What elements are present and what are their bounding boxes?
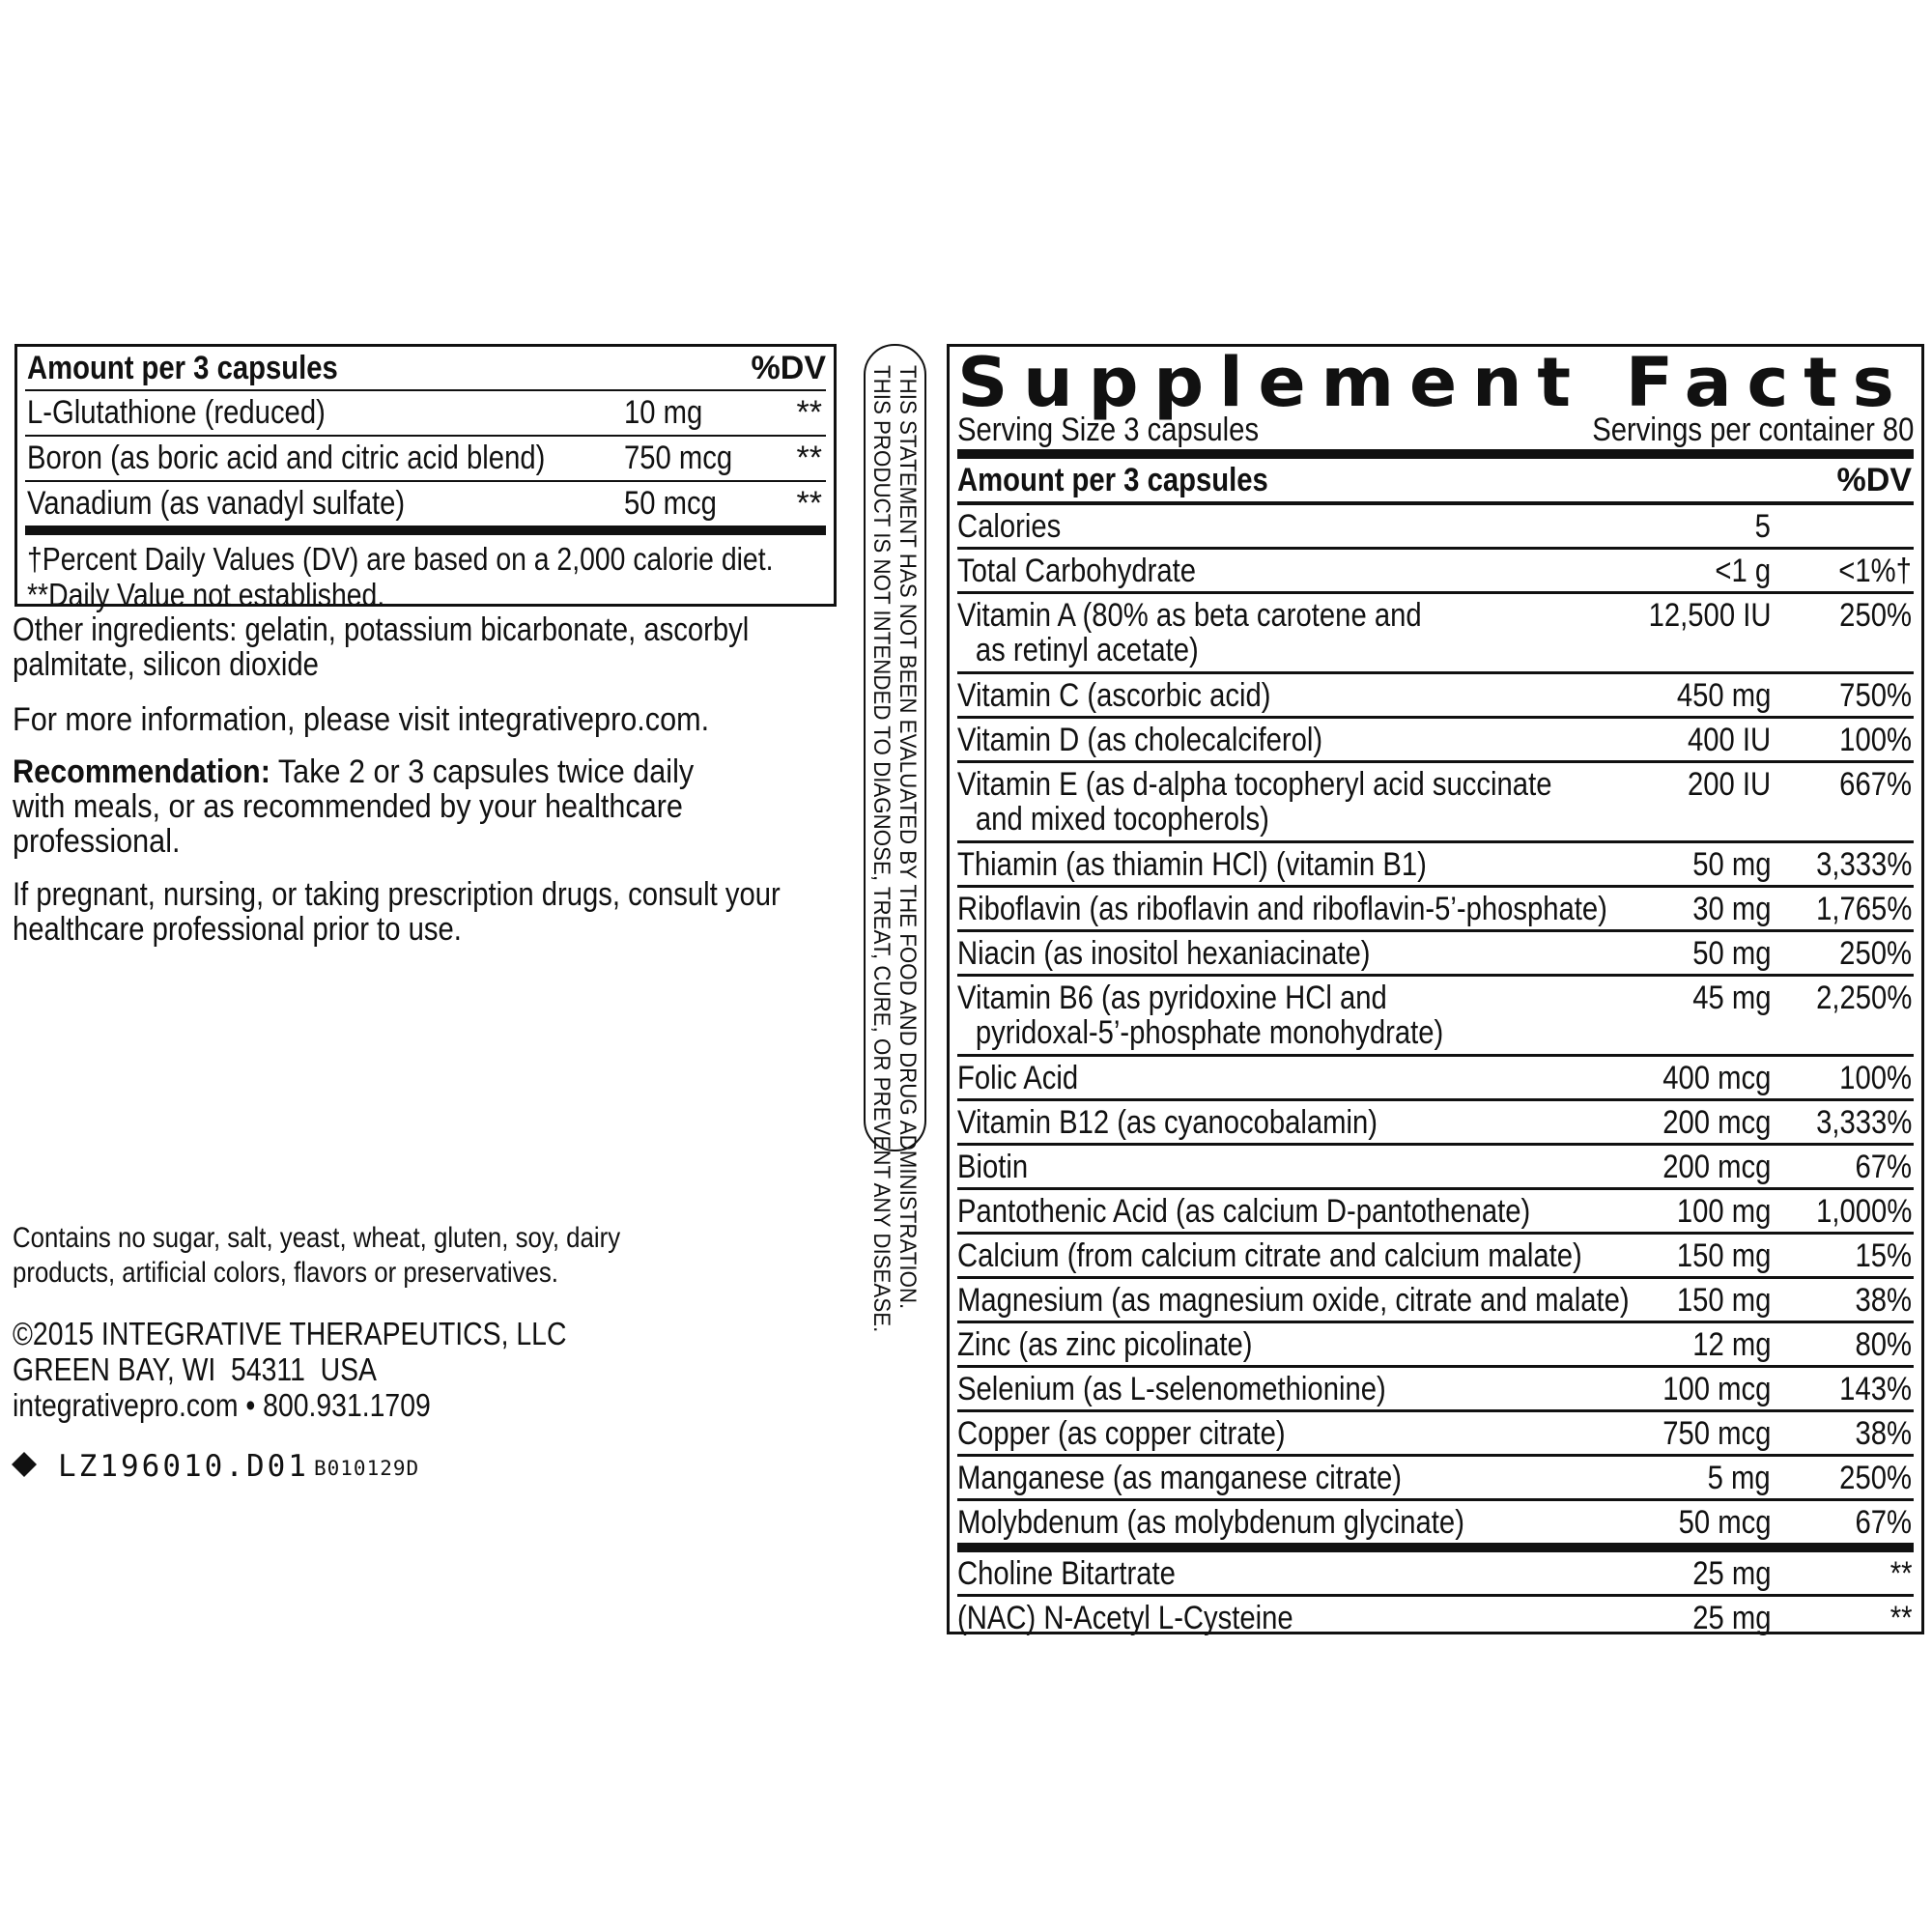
- nutrient-amount: 45 mg: [1691, 980, 1771, 1016]
- table-row: [25, 391, 826, 437]
- nutrient-dv: 667%: [1839, 766, 1912, 803]
- nutrient-name: Boron (as boric acid and citric acid blend): [27, 440, 546, 476]
- table-row: [957, 1412, 1914, 1457]
- nutrient-amount: 100 mg: [1676, 1193, 1771, 1230]
- pregnancy-warning: If pregnant, nursing, or taking prescription drugs, consult your healthcare professional prior to use.: [13, 876, 781, 948]
- nutrient-amount: 400 IU: [1687, 722, 1771, 758]
- nutrient-amount: <1 g: [1715, 553, 1771, 589]
- fda-disclaimer: [868, 365, 921, 1333]
- nutrient-amount: 200 mcg: [1662, 1149, 1771, 1185]
- nutrient-name: Manganese (as manganese citrate): [957, 1460, 1402, 1496]
- table-row: [957, 888, 1914, 932]
- nutrient-amount: 100 mcg: [1662, 1371, 1771, 1407]
- nutrient-dv: 250%: [1839, 597, 1912, 634]
- nutrient-amount: 450 mg: [1676, 677, 1771, 714]
- nutrient-amount: 200 mcg: [1662, 1104, 1771, 1141]
- table-row: [957, 550, 1914, 594]
- table-row: [957, 1597, 1914, 1638]
- nutrient-dv: **: [796, 394, 822, 431]
- batch-code: B010129D: [314, 1457, 420, 1480]
- lot-code: LZ196010.D01: [58, 1449, 309, 1484]
- nutrient-amount: 25 mg: [1691, 1555, 1771, 1592]
- table-row: [957, 763, 1914, 843]
- nutrient-name: Vitamin A (80% as beta carotene and as retinyl acetate): [957, 597, 1422, 668]
- nutrient-name: Vitamin C (ascorbic acid): [957, 677, 1271, 714]
- nutrient-dv: 67%: [1855, 1149, 1912, 1185]
- table-row: [957, 1190, 1914, 1235]
- dv-footnote-not-established: **Daily Value not established.: [27, 577, 385, 612]
- nutrient-name: Zinc (as zinc picolinate): [957, 1326, 1253, 1363]
- table-row: [957, 1146, 1914, 1190]
- table-row: [957, 1457, 1914, 1501]
- fda-disclaimer-line2: THIS PRODUCT IS NOT INTENDED TO DIAGNOSE, TREAT, CURE, OR PREVENT ANY DISEASE.: [868, 365, 895, 1333]
- nutrient-name: Calories: [957, 508, 1062, 545]
- left-table-header: [25, 347, 826, 391]
- nutrient-dv: **: [796, 440, 822, 476]
- continuation-table: [14, 344, 837, 612]
- sf-rows: [957, 505, 1914, 1638]
- nutrient-name: L-Glutathione (reduced): [27, 394, 326, 431]
- nutrient-dv: 2,250%: [1815, 980, 1912, 1016]
- allergen-statement: Contains no sugar, salt, yeast, wheat, gluten, soy, dairy products, artificial colors, flavors or preservatives.: [13, 1222, 621, 1289]
- company-copyright: ©2015 INTEGRATIVE THERAPEUTICS, LLC: [13, 1316, 567, 1351]
- nutrient-amount: 10 mg: [624, 394, 703, 431]
- diamond-icon: [12, 1452, 37, 1477]
- supplement-facts-panel: [947, 344, 1924, 1634]
- left-header-label: Amount per 3 capsules: [27, 350, 338, 386]
- table-row: [957, 594, 1914, 674]
- nutrient-name: Molybdenum (as molybdenum glycinate): [957, 1504, 1464, 1541]
- table-row: [957, 1235, 1914, 1279]
- nutrient-amount: 150 mg: [1676, 1282, 1771, 1319]
- company-address: GREEN BAY, WI 54311 USA: [13, 1351, 377, 1387]
- nutrient-amount: 12,500 IU: [1648, 597, 1771, 634]
- nutrient-name: Niacin (as inositol hexaniacinate): [957, 935, 1371, 972]
- nutrient-name: Pantothenic Acid (as calcium D-pantothenate): [957, 1193, 1531, 1230]
- sf-header-label: Amount per 3 capsules: [957, 462, 1268, 498]
- nutrient-amount: 25 mg: [1691, 1600, 1771, 1636]
- more-info: For more information, please visit integrativepro.com.: [13, 701, 710, 738]
- nutrient-dv: 1,000%: [1815, 1193, 1912, 1230]
- table-row: [957, 1279, 1914, 1323]
- table-row: [957, 674, 1914, 719]
- table-row: [957, 843, 1914, 888]
- fda-disclaimer-box: [864, 344, 926, 1333]
- nutrient-name: Biotin: [957, 1149, 1029, 1185]
- nutrient-dv: 38%: [1855, 1282, 1912, 1319]
- nutrient-name: Vitamin B12 (as cyanocobalamin): [957, 1104, 1378, 1141]
- nutrient-dv: 80%: [1855, 1326, 1912, 1363]
- nutrient-name: Selenium (as L-selenomethionine): [957, 1371, 1386, 1407]
- nutrient-name: Copper (as copper citrate): [957, 1415, 1286, 1452]
- nutrient-amount: 400 mcg: [1662, 1060, 1771, 1096]
- left-header-dv: %DV: [751, 350, 826, 386]
- table-row: [25, 482, 826, 535]
- nutrient-name: Total Carbohydrate: [957, 553, 1197, 589]
- table-row: [957, 1057, 1914, 1101]
- dv-footnotes: [25, 535, 826, 612]
- nutrient-dv: 67%: [1855, 1504, 1912, 1541]
- nutrient-dv: 3,333%: [1815, 1104, 1912, 1141]
- nutrient-amount: 200 IU: [1687, 766, 1771, 803]
- nutrient-dv: 250%: [1839, 935, 1912, 972]
- nutrient-name: Vitamin D (as cholecalciferol): [957, 722, 1323, 758]
- nutrient-dv: **: [1889, 1555, 1912, 1592]
- recommendation-label: Recommendation:: [13, 753, 270, 790]
- other-ingredients: Other ingredients: gelatin, potassium bicarbonate, ascorbyl palmitate, silicon dioxide: [13, 611, 750, 683]
- nutrient-amount: 12 mg: [1691, 1326, 1771, 1363]
- nutrient-dv: 100%: [1839, 722, 1912, 758]
- table-row: [957, 977, 1914, 1057]
- nutrient-name: (NAC) N-Acetyl L-Cysteine: [957, 1600, 1293, 1636]
- dv-footnote-basis: †Percent Daily Values (DV) are based on a 2,000 calorie diet.: [27, 541, 774, 577]
- nutrient-amount: 30 mg: [1691, 891, 1771, 927]
- company-contact: integrativepro.com • 800.931.1709: [13, 1387, 431, 1423]
- nutrient-dv: <1%†: [1838, 553, 1912, 589]
- recommendation-text: Take 2 or 3 capsules twice daily with meals, or as recommended by your healthcare professional.: [13, 753, 695, 860]
- nutrient-name: Vitamin B6 (as pyridoxine HCl and pyridoxal-5’-phosphate monohydrate): [957, 980, 1444, 1051]
- nutrient-amount: 50 mg: [1691, 846, 1771, 883]
- fda-disclaimer-line1: THIS STATEMENT HAS NOT BEEN EVALUATED BY THE FOOD AND DRUG ADMINISTRATION.: [895, 365, 921, 1310]
- nutrient-amount: 50 mcg: [624, 485, 717, 522]
- nutrient-dv: 1,765%: [1815, 891, 1912, 927]
- sf-header: [957, 459, 1914, 505]
- nutrient-amount: 5: [1754, 508, 1771, 545]
- recommendation: [13, 754, 843, 859]
- nutrient-dv: **: [796, 485, 822, 522]
- serving-size: Serving Size 3 capsules: [957, 412, 1260, 448]
- nutrient-amount: 750 mcg: [1662, 1415, 1771, 1452]
- table-row: [957, 932, 1914, 977]
- company-info: [13, 1316, 843, 1423]
- table-row: [25, 437, 826, 482]
- servings-per-container: Servings per container 80: [1591, 412, 1914, 448]
- nutrient-dv: 143%: [1839, 1371, 1912, 1407]
- nutrient-dv: 750%: [1839, 677, 1912, 714]
- table-row: [957, 1101, 1914, 1146]
- nutrient-amount: 150 mg: [1676, 1237, 1771, 1274]
- nutrient-name: Choline Bitartrate: [957, 1555, 1176, 1592]
- nutrient-dv: 100%: [1839, 1060, 1912, 1096]
- nutrient-name: Folic Acid: [957, 1060, 1079, 1096]
- nutrient-name: Vanadium (as vanadyl sulfate): [27, 485, 406, 522]
- serving-info: [957, 411, 1914, 459]
- table-row: [957, 1501, 1914, 1552]
- table-row: [957, 1368, 1914, 1412]
- nutrient-amount: 5 mg: [1707, 1460, 1771, 1496]
- nutrient-dv: 3,333%: [1815, 846, 1912, 883]
- nutrient-amount: 50 mcg: [1678, 1504, 1771, 1541]
- nutrient-dv: **: [1889, 1600, 1912, 1636]
- nutrient-name: Vitamin E (as d-alpha tocopheryl acid succinate and mixed tocopherols): [957, 766, 1552, 838]
- table-row: [957, 505, 1914, 550]
- nutrient-amount: 50 mg: [1691, 935, 1771, 972]
- nutrient-dv: 38%: [1855, 1415, 1912, 1452]
- table-row: [957, 1552, 1914, 1597]
- supplement-facts-title: Supplement Facts: [957, 343, 1910, 422]
- table-row: [957, 1323, 1914, 1368]
- nutrient-name: Riboflavin (as riboflavin and riboflavin-5’-phosphate): [957, 891, 1607, 927]
- nutrient-amount: 750 mcg: [624, 440, 733, 476]
- nutrient-name: Magnesium (as magnesium oxide, citrate and malate): [957, 1282, 1630, 1319]
- nutrient-name: Calcium (from calcium citrate and calcium malate): [957, 1237, 1582, 1274]
- table-row: [957, 719, 1914, 763]
- nutrient-dv: 15%: [1855, 1237, 1912, 1274]
- nutrient-dv: 250%: [1839, 1460, 1912, 1496]
- sf-header-dv: %DV: [1836, 462, 1912, 498]
- nutrient-name: Thiamin (as thiamin HCl) (vitamin B1): [957, 846, 1427, 883]
